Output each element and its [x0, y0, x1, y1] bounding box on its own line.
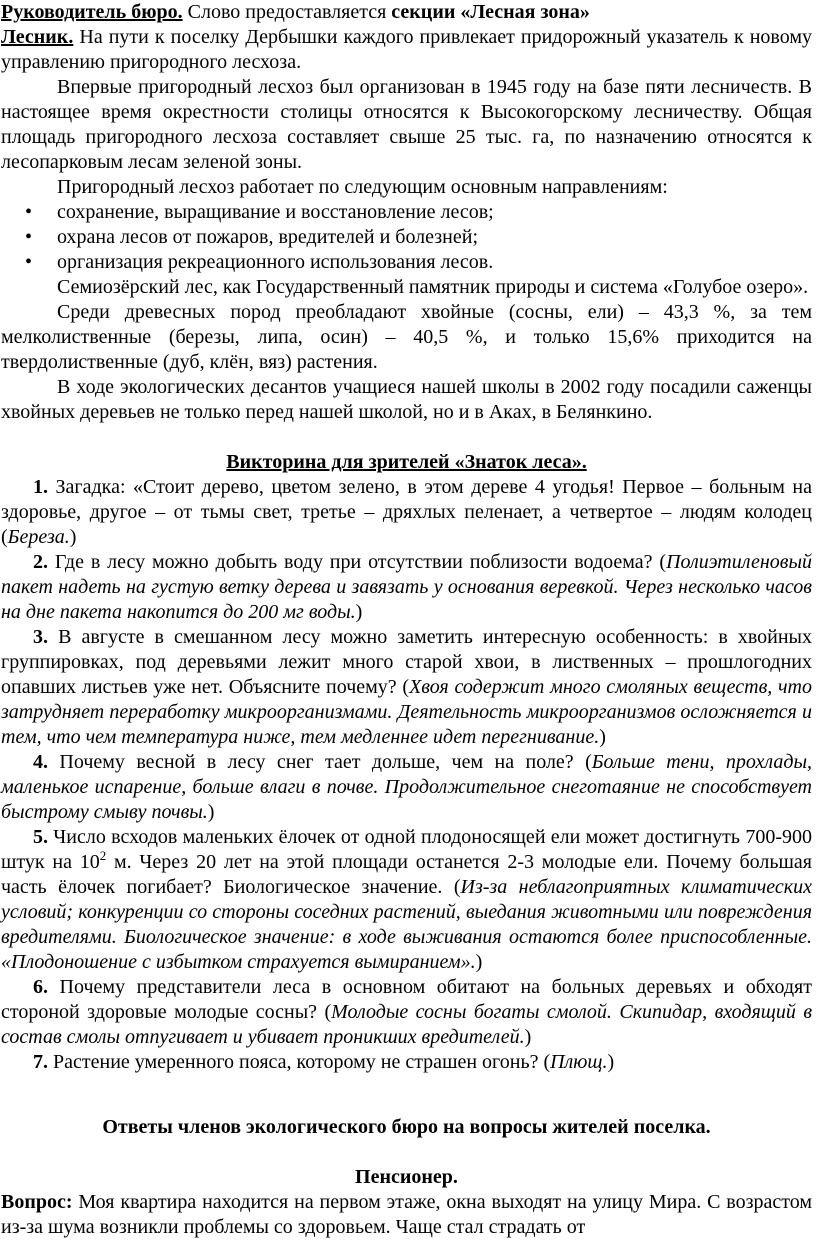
paragraph-history: Впервые пригородный лесхоз был организован в 1945 году на базе пяти лесничеств. В настоящее время окрестности столицы относятся к Высокогорскому лесничеству. Общая площадь пригородного лесхоза составляет свыше 25 тыс. га, по назначению относятся к лесопарковым лесам зеленой зоны.	[1, 76, 812, 173]
question-number: 2.	[33, 551, 48, 573]
question-answer: Полиэтиленовый пакет надеть на густую ветку дерева и завязать у основания веревкой. Через несколько часов на дне пакета накопится до 200 мг воды.	[1, 551, 812, 623]
speaker-label-forester: Лесник.	[1, 26, 74, 48]
spacer	[1, 1075, 812, 1115]
question-label: Вопрос:	[1, 1191, 73, 1213]
list-item: • охрана лесов от пожаров, вредителей и болезней;	[1, 225, 812, 250]
question-number: 3.	[33, 626, 48, 648]
paren-close: )	[207, 801, 215, 823]
quiz-question-5	[1, 825, 812, 975]
question-answer: Береза.	[7, 526, 70, 548]
blank-line	[1, 1140, 812, 1165]
intro-text: Слово предоставляется	[182, 1, 392, 23]
question-answer: Больше тени, прохлады, маленькое испарение, больше влаги в почве. Продолжительное снеготаяние не способствует быстрому смыву почвы.	[1, 751, 812, 823]
answers-section-subtitle: Пенсионер.	[355, 1166, 458, 1188]
answers-section-title: Ответы членов экологического бюро на вопросы жителей поселка.	[102, 1116, 711, 1138]
forester-text: На пути к поселку Дербышки каждого привлекает придорожный указатель к новому управлению пригородного лесхоза.	[1, 26, 812, 73]
quiz-question-1	[1, 475, 812, 550]
question-text: Загадка: «Стоит дерево, цветом зелено, в этом дереве 4 угодья! Первое – больным на здоровье, другое – от тьмы свет, третье – дряхлых пеленает, а четвертое – людям колодец (	[1, 476, 812, 548]
intro-line-2	[1, 25, 812, 75]
directions-list	[1, 200, 812, 275]
question-text: Число всходов маленьких ёлочек от одной плодоносящей ели может достигнуть 700-900 штук на 10	[1, 826, 812, 873]
paren-close: )	[524, 1026, 532, 1048]
resident-question	[1, 1190, 812, 1240]
paragraph-school: В ходе экологических десантов учащиеся нашей школы в 2002 году посадили саженцы хвойных деревьев не только перед нашей школой, но и в Аках, в Белянкино.	[1, 376, 812, 423]
paragraph-species: Среди древесных пород преобладают хвойные (сосны, ели) – 43,3 %, за тем мелколиственные (березы, липа, осин) – 40,5 %, и только 15,6% приходится на твердолиственные (дуб, клён, вяз) растения.	[1, 301, 812, 373]
question-text: В августе в смешанном лесу можно заметить интересную особенность: в хвойных группировках, под деревьями лежит много старой хвои, в лиственных – прошлогодних опавших листьев уже нет. Объясните почему? (	[1, 626, 812, 698]
paren-close: )	[607, 1051, 615, 1073]
question-answer: Из-за неблагоприятных климатических условий; конкуренции со стороны соседних растений, выедания животными или повреждения вредителями. Биологическое значение: в ходе выживания остаются более приспособленные. «Плодоношение с избытком страхуется вымиранием».	[1, 876, 812, 973]
resident-question-text: Моя квартира находится на первом этаже, окна выходят на улицу Мира. С возрастом из-за шума возникли проблемы со здоровьем. Чаще стал страдать от	[1, 1191, 812, 1238]
question-number: 4.	[33, 751, 48, 773]
question-answer: Хвоя содержит много смоляных веществ, что затрудняет переработку микроорганизмами. Деятельность микроорганизмов осложняется и тем, что чем температура ниже, тем медленнее идет перегнивание.	[1, 676, 812, 748]
question-text: Почему весной в лесу снег тает дольше, чем на поле? (	[48, 751, 592, 773]
paragraph-semiozersky: Семиозёрский лес, как Государственный памятник природы и система «Голубое озеро».	[57, 276, 809, 298]
quiz-question-4	[1, 750, 812, 825]
quiz-question-2	[1, 550, 812, 625]
question-text: Где в лесу можно добыть воду при отсутствии поблизости водоема? (	[48, 551, 667, 573]
section-name: секции «Лесная зона»	[391, 1, 590, 23]
question-number: 7.	[33, 1051, 48, 1073]
paren-close: )	[599, 726, 606, 748]
list-item: • сохранение, выращивание и восстановление лесов;	[1, 200, 812, 225]
paren-close: )	[69, 526, 77, 548]
document-page	[1, 0, 812, 1240]
question-number: 6.	[33, 976, 48, 998]
question-text-cont: м. Через 20 лет на этой площади останется 2-3 молодые ели. Почему большая часть ёлочек погибает? Биологическое значение. (	[1, 851, 812, 898]
speaker-label-bureau-head: Руководитель бюро.	[1, 1, 183, 23]
intro-line-1	[1, 0, 812, 25]
question-text: Растение умеренного пояса, которому не страшен огонь? (	[48, 1051, 551, 1073]
list-item: • организация рекреационного использования лесов.	[1, 250, 812, 275]
question-number: 1.	[33, 476, 48, 498]
quiz-question-7	[1, 1050, 812, 1075]
paren-close: )	[355, 601, 363, 623]
question-answer: Молодые сосны богаты смолой. Скипидар, входящий в состав смолы отпугивает и убивает проникших вредителей.	[1, 1001, 813, 1048]
quiz-question-3	[1, 625, 812, 750]
paren-close: )	[475, 951, 483, 973]
quiz-question-6	[1, 975, 812, 1050]
question-answer: Плющ.	[550, 1051, 608, 1073]
question-text: Почему представители леса в основном обитают на больных деревьях и обходят стороной здоровые молодые сосны? (	[1, 976, 812, 1023]
superscript: 2	[99, 848, 107, 863]
paragraph-directions: Пригородный лесхоз работает по следующим основным направлениям:	[57, 176, 668, 198]
question-number: 5.	[33, 826, 48, 848]
quiz-title: Викторина для зрителей «Знаток леса».	[226, 451, 587, 473]
